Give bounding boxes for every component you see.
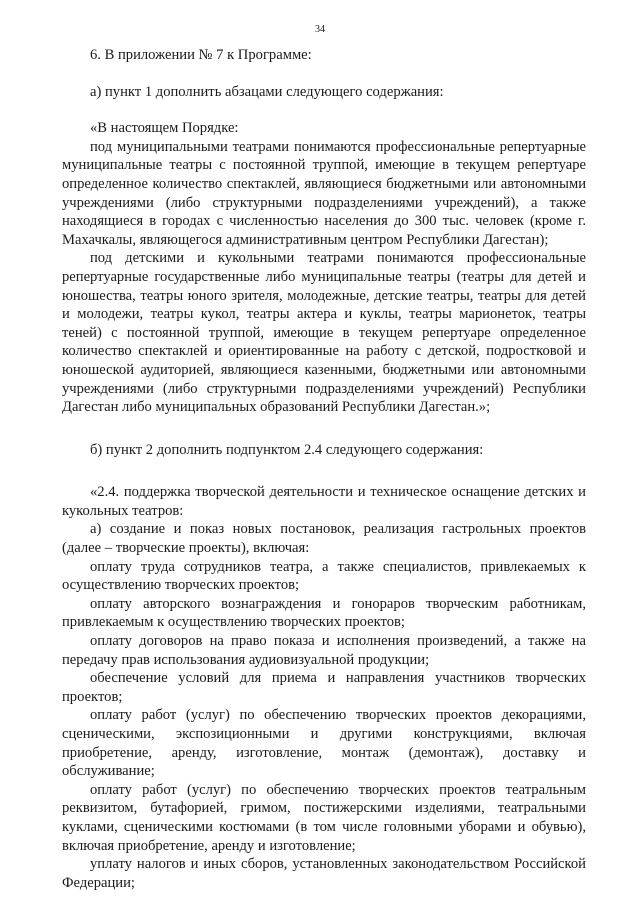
clause-a-creative-projects: а) создание и показ новых постановок, реализация гастрольных проектов (далее – творческие проекты), включая: <box>62 521 586 557</box>
subsection-a-intro: а) пункт 1 дополнить абзацами следующего содержания: <box>90 83 444 100</box>
clause-2-4: «2.4. поддержка творческой деятельности и техническое оснащение детских и кукольных театров: <box>62 484 586 519</box>
quote-intro: «В настоящем Порядке: <box>90 120 239 137</box>
list-item: оплату договоров на право показа и исполнения произведений, а также на передачу прав использования аудиовизуальной продукции; <box>62 633 586 668</box>
section-heading: 6. В приложении № 7 к Программе: <box>90 47 312 63</box>
list-item: уплату налогов и иных сборов, установленных законодательством Российской Федерации; <box>62 856 586 891</box>
list-item: оплату работ (услуг) по обеспечению творческих проектов театральным реквизитом, бутафорией, гримом, постижерскими изделиями, театральными куклами, сценическими костюмами (в том числе головными уборами и обувью), включая приобретение, аренду и изготовление; <box>62 781 586 854</box>
list-item: оплату труда сотрудников театра, а также специалистов, привлекаемых к осуществлению творческих проектов; <box>62 558 586 594</box>
document-body <box>62 46 586 892</box>
list-item: оплату работ (услуг) по обеспечению творческих проектов декорациями, сценическими, экспозиционными и другими конструкциями, включая приобретение, аренду, изготовление, монтаж (демонтаж), доставку и обслуживание; <box>62 707 586 780</box>
subsection-b-intro: б) пункт 2 дополнить подпунктом 2.4 следующего содержания: <box>90 441 484 458</box>
list-item: обеспечение условий для приема и направления участников творческих проектов; <box>62 670 586 705</box>
definition-municipal-theatres: под муниципальными театрами понимаются профессиональные репертуарные муниципальные театры с постоянной труппой, имеющие в текущем репертуаре определенное количество спектаклей, являющиеся бюджетными или автономными учреждениями (либо структурными подразделениями учреждений), а также находящиеся в городах с численностью населения до 300 тыс. человек (кроме г. Махачкалы, являющегося административным центром Республики Дагестан); <box>62 138 586 248</box>
list-item: оплату авторского вознаграждения и гонораров творческим работникам, привлекаемым к осуществлению творческих проектов; <box>62 595 586 631</box>
definition-children-puppet-theatres: под детскими и кукольными театрами понимаются профессиональные репертуарные государственные либо муниципальные театры (театры для детей и юношества, театры юного зрителя, молодежные, детские театры, театры для детей и молодежи, театры кукол, театры актера и куклы, театры марионеток, театры теней) с постоянной труппой, имеющие в текущем репертуаре определенное количество спектаклей и ориентированные на работу с детской, подростковой и юношеской аудиторией, являющиеся казенными, бюджетными или автономными учреждениями (либо структурными подразделениями учреждений) Республики Дагестан либо муниципальных образований Республики Дагестан.»; <box>62 250 586 416</box>
page-number: 34 <box>315 24 325 35</box>
